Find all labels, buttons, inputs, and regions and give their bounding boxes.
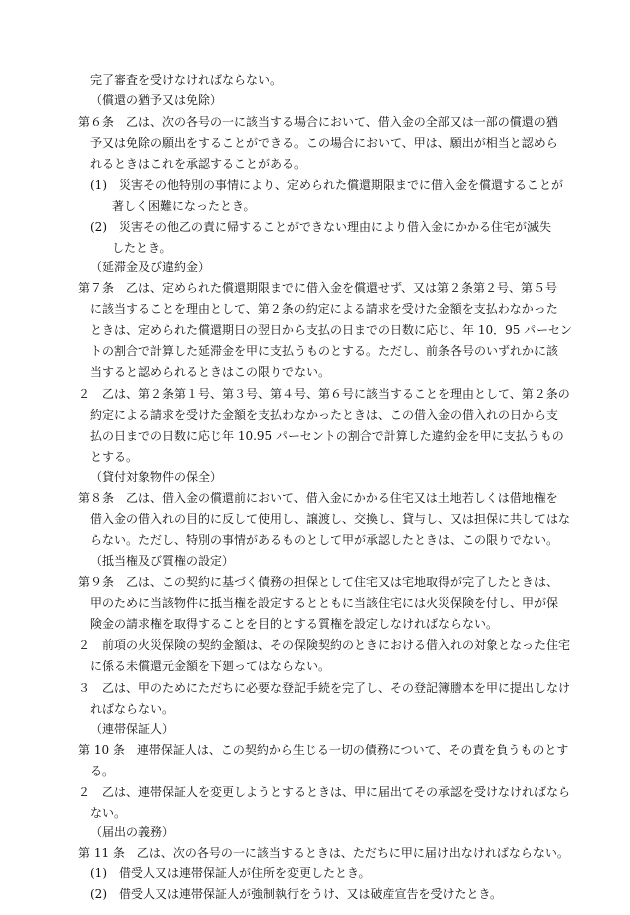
text-line: 甲のために当該物件に抵当権を設定するとともに当該住宅には火災保険を付し、甲が保 — [90, 596, 559, 610]
article-line: 第 10 条 連帯保証人は、この契約から生じる一切の債務について、その責を負うものとす — [78, 743, 569, 757]
text-line: らない。ただし、特別の事情があるものとして甲が承認したときは、この限りでない。 — [90, 533, 559, 547]
article-line: 第７条 乙は、定められた償還期限までに借入金を償還せず、又は第２条第２号、第５号 — [78, 281, 558, 295]
text-line: 著しく困難になったとき。 — [112, 199, 256, 213]
text-line: したとき。 — [112, 241, 172, 255]
text-line: 払の日までの日数に応じ年 10.95 パーセントの割合で計算した違約金を甲に支払うもの — [90, 429, 564, 443]
paragraph-line: ２ 乙は、連帯保証人を変更しようとするときは、甲に届出てその承認を受けなければなら — [78, 785, 571, 799]
text-line: に該当することを理由として、第２条の約定による請求を受けた金額を支払わなかった — [90, 302, 558, 316]
item-line: (2) 災害その他乙の責に帰することができない理由により借入金にかかる住宅が滅失 — [90, 220, 552, 234]
text-line: 借入金の借入れの目的に反して使用し、譲渡し、交換し、貸与し、又は担保に共してはな — [90, 512, 571, 526]
text-line: る。 — [90, 764, 115, 778]
item-line: (1) 借受人又は連帯保証人が住所を変更したとき。 — [90, 866, 371, 880]
article-line: 第 11 条 乙は、次の各号の一に該当するときは、ただちに甲に届け出なければならない。 — [78, 846, 569, 860]
article-line: 第９条 乙は、この契約に基づく債務の担保として住宅又は宅地取得が完了したときは、 — [78, 575, 559, 589]
paragraph-line: ２ 乙は、第２条第１号、第３号、第４号、第６号に該当することを理由として、第２条の — [78, 387, 570, 401]
section-heading: （償還の猶予又は免除） — [90, 93, 223, 107]
text-line: 予又は免除の願出をすることができる。この場合において、甲は、願出が相当と認めら — [90, 136, 558, 150]
section-heading: （届出の義務） — [90, 825, 175, 839]
section-heading: （貸付対象物件の保全） — [90, 470, 223, 484]
text-line: れるときはこれを承認することがある。 — [90, 157, 307, 171]
article-line: 第８条 乙は、借入金の償還前において、借入金にかかる住宅又は土地若しくは借地権を — [78, 491, 558, 505]
section-heading: （延滞金及び違約金） — [90, 260, 211, 274]
text-line: ればならない。 — [90, 702, 175, 716]
section-heading: （連帯保証人） — [90, 722, 175, 736]
section-heading: （抵当権及び質権の設定） — [90, 554, 235, 568]
item-line: (1) 災害その他特別の事情により、定められた償還期限までに借入金を償還することが — [90, 178, 564, 192]
text-line: トの割合で計算した延滞金を甲に支払うものとする。ただし、前条各号のいずれかに該 — [90, 344, 559, 358]
text-line: 完了審査を受けなければならない。 — [90, 73, 283, 87]
text-line: ない。 — [90, 806, 127, 820]
text-line: に係る未償還元金額を下廻ってはならない。 — [90, 659, 331, 673]
text-line: 険金の請求権を取得することを目的とする質権を設定しなければならない。 — [90, 617, 499, 631]
text-line: とする。 — [90, 450, 139, 464]
paragraph-line: ３ 乙は、甲のためにただちに必要な登記手続を完了し、その登記簿謄本を甲に提出しなけ — [78, 681, 571, 695]
paragraph-line: ２ 前項の火災保険の契約金額は、その保険契約のときにおける借入れの対象となった住宅 — [78, 638, 571, 652]
article-line: 第６条 乙は、次の各号の一に該当する場合において、借入金の全部又は一部の償還の猶 — [78, 115, 558, 129]
item-line: (2) 借受人又は連帯保証人が強制執行をうけ、又は破産宣告を受けたとき。 — [90, 887, 503, 901]
text-line: 約定による請求を受けた金額を支払わなかったときは、この借入金の借入れの日から支 — [90, 408, 559, 422]
text-line: 当すると認められるときはこの限りでない。 — [90, 365, 331, 379]
text-line: ときは、定められた償還期日の翌日から支払の日までの日数に応じ、年 10．95 パーセン — [90, 323, 572, 337]
